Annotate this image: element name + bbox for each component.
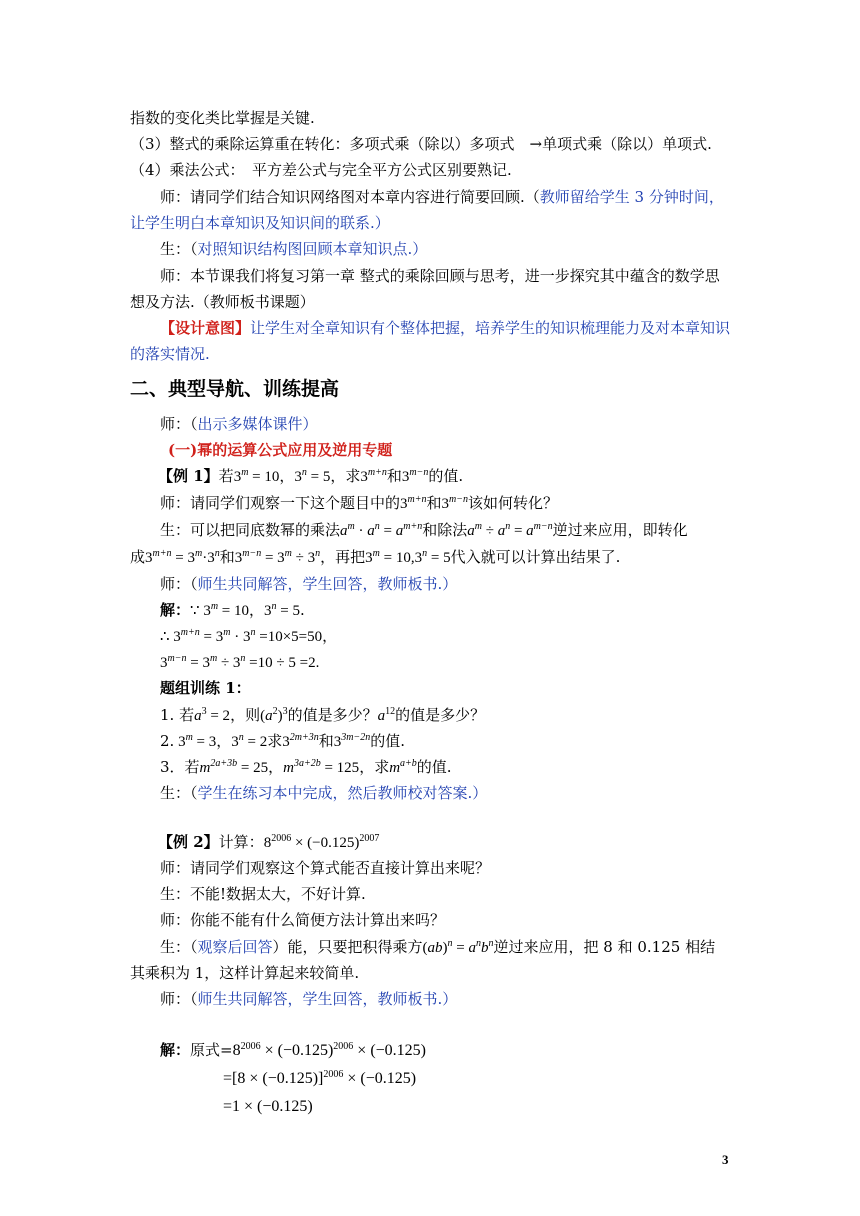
design-intent: 【设计意图】让学生对全章知识有个整体把握，培养学生的知识梳理能力及对本章知识 [160,319,731,337]
text-line: 生：不能!数据太大，不好计算. [160,885,366,903]
text-line: 师：请同学们结合知识网络图对本章内容进行简要回顾.（教师留给学生 3 分钟时间， [160,188,724,206]
solution-2: 解：原式$=8^{2006} \times (-0.125)^{2006} \times (-0.125)$ [160,1041,426,1059]
text-line: 指数的变化类比掌握是关键. [130,109,315,127]
topic-heading: (一)幂的运算公式应用及逆用专题 [168,441,393,459]
text-line: 生：（学生在练习本中完成，然后教师校对答案.） [160,784,488,802]
text-line: 的落实情况. [130,345,210,363]
example-1: 【例 1】若$3^m = 10$，$3^n = 5$，求$3^{m+n}$和$3^{m-n}$的值. [158,467,464,485]
text-line: 师：请同学们观察这个算式能否直接计算出来呢？ [160,859,491,877]
solution-line: $3^{m-n} = 3^m \div 3^n =10 \div 5 =2$. [160,653,320,671]
page-number: 3 [722,1152,729,1167]
text-line: （4）乘法公式： 平方差公式与完全平方公式区别要熟记. [130,161,512,179]
text-line: 想及方法.（教师板书课题） [130,293,315,311]
text-line: 师：请同学们观察一下这个题目中的$3^{m+n}$和$3^{m-n}$该如何转化？ [160,494,559,512]
section-heading: 二、典型导航、训练提高 [130,378,340,400]
drill-item: 1. 若$a^3 = 2$，则$(a^2)^3$的值是多少？$a^{12}$的值是多少？ [160,706,486,724]
solution-line: $=[8 \times (-0.125)]^{2006} \times (-0.125)$ [223,1069,417,1087]
solution-line: ∴ $3^{m+n} = 3^m \cdot 3^n =10\times 5=50$， [160,627,338,645]
text-line: 师：本节课我们将复习第一章 整式的乘除回顾与思考，进一步探究其中蕴含的数学思 [160,267,720,285]
solution-line: =1 × (−0.125) [223,1098,313,1115]
text-line: 师：（出示多媒体课件） [160,415,318,433]
text-line: 生：（观察后回答）能，只要把积得乘方$(ab)^n = a^nb^n$逆过来应用，把 8 和 0.125 相结 [160,938,716,956]
drill-item: 2. $3^m = 3$，$3^n = 2$求$3^{2m+3n}$和$3^{3m-2n}$的值. [160,732,406,750]
text-line: 生：可以把同底数幂的乘法$a^m \cdot a^n = a^{m+n}$和除法$a^m \div a^n = a^{m-n}$逆过来应用，即转化 [160,521,688,539]
text-line: 师：（师生共同解答，学生回答，教师板书.） [160,990,458,1008]
text-line: 让学生明白本章知识及知识间的联系.） [130,214,390,232]
text-line: 师：你能不能有什么简便方法计算出来吗？ [160,911,446,929]
text-line: 成$3^{m+n} = 3^m\cdot 3^n$和$3^{m-n} = 3^m \div 3^n$，再把$3^m = 10,3^n = 5$代入就可以计算出结果了. [130,548,621,566]
text-line: 生：（对照知识结构图回顾本章知识点.） [160,240,428,258]
text-line: 其乘积为 1，这样计算起来较简单. [130,964,360,982]
drill-item: 3．若$m^{2a+3b} = 25$，$m^{3a+2b} = 125$，求$m^{a+b}$的值. [160,758,452,776]
solution-1: 解：∵ $3^m = 10$，$3^n = 5$. [160,601,305,619]
drill-title: 题组训练 1： [160,679,251,697]
example-2: 【例 2】计算：$8^{2006} \times (-0.125)^{2007}$ [158,833,380,851]
text-line: （3）整式的乘除运算重在转化：多项式乘（除以）多项式 →单项式乘（除以）单项式. [130,135,712,153]
text-line: 师：（师生共同解答，学生回答，教师板书.） [160,575,458,593]
